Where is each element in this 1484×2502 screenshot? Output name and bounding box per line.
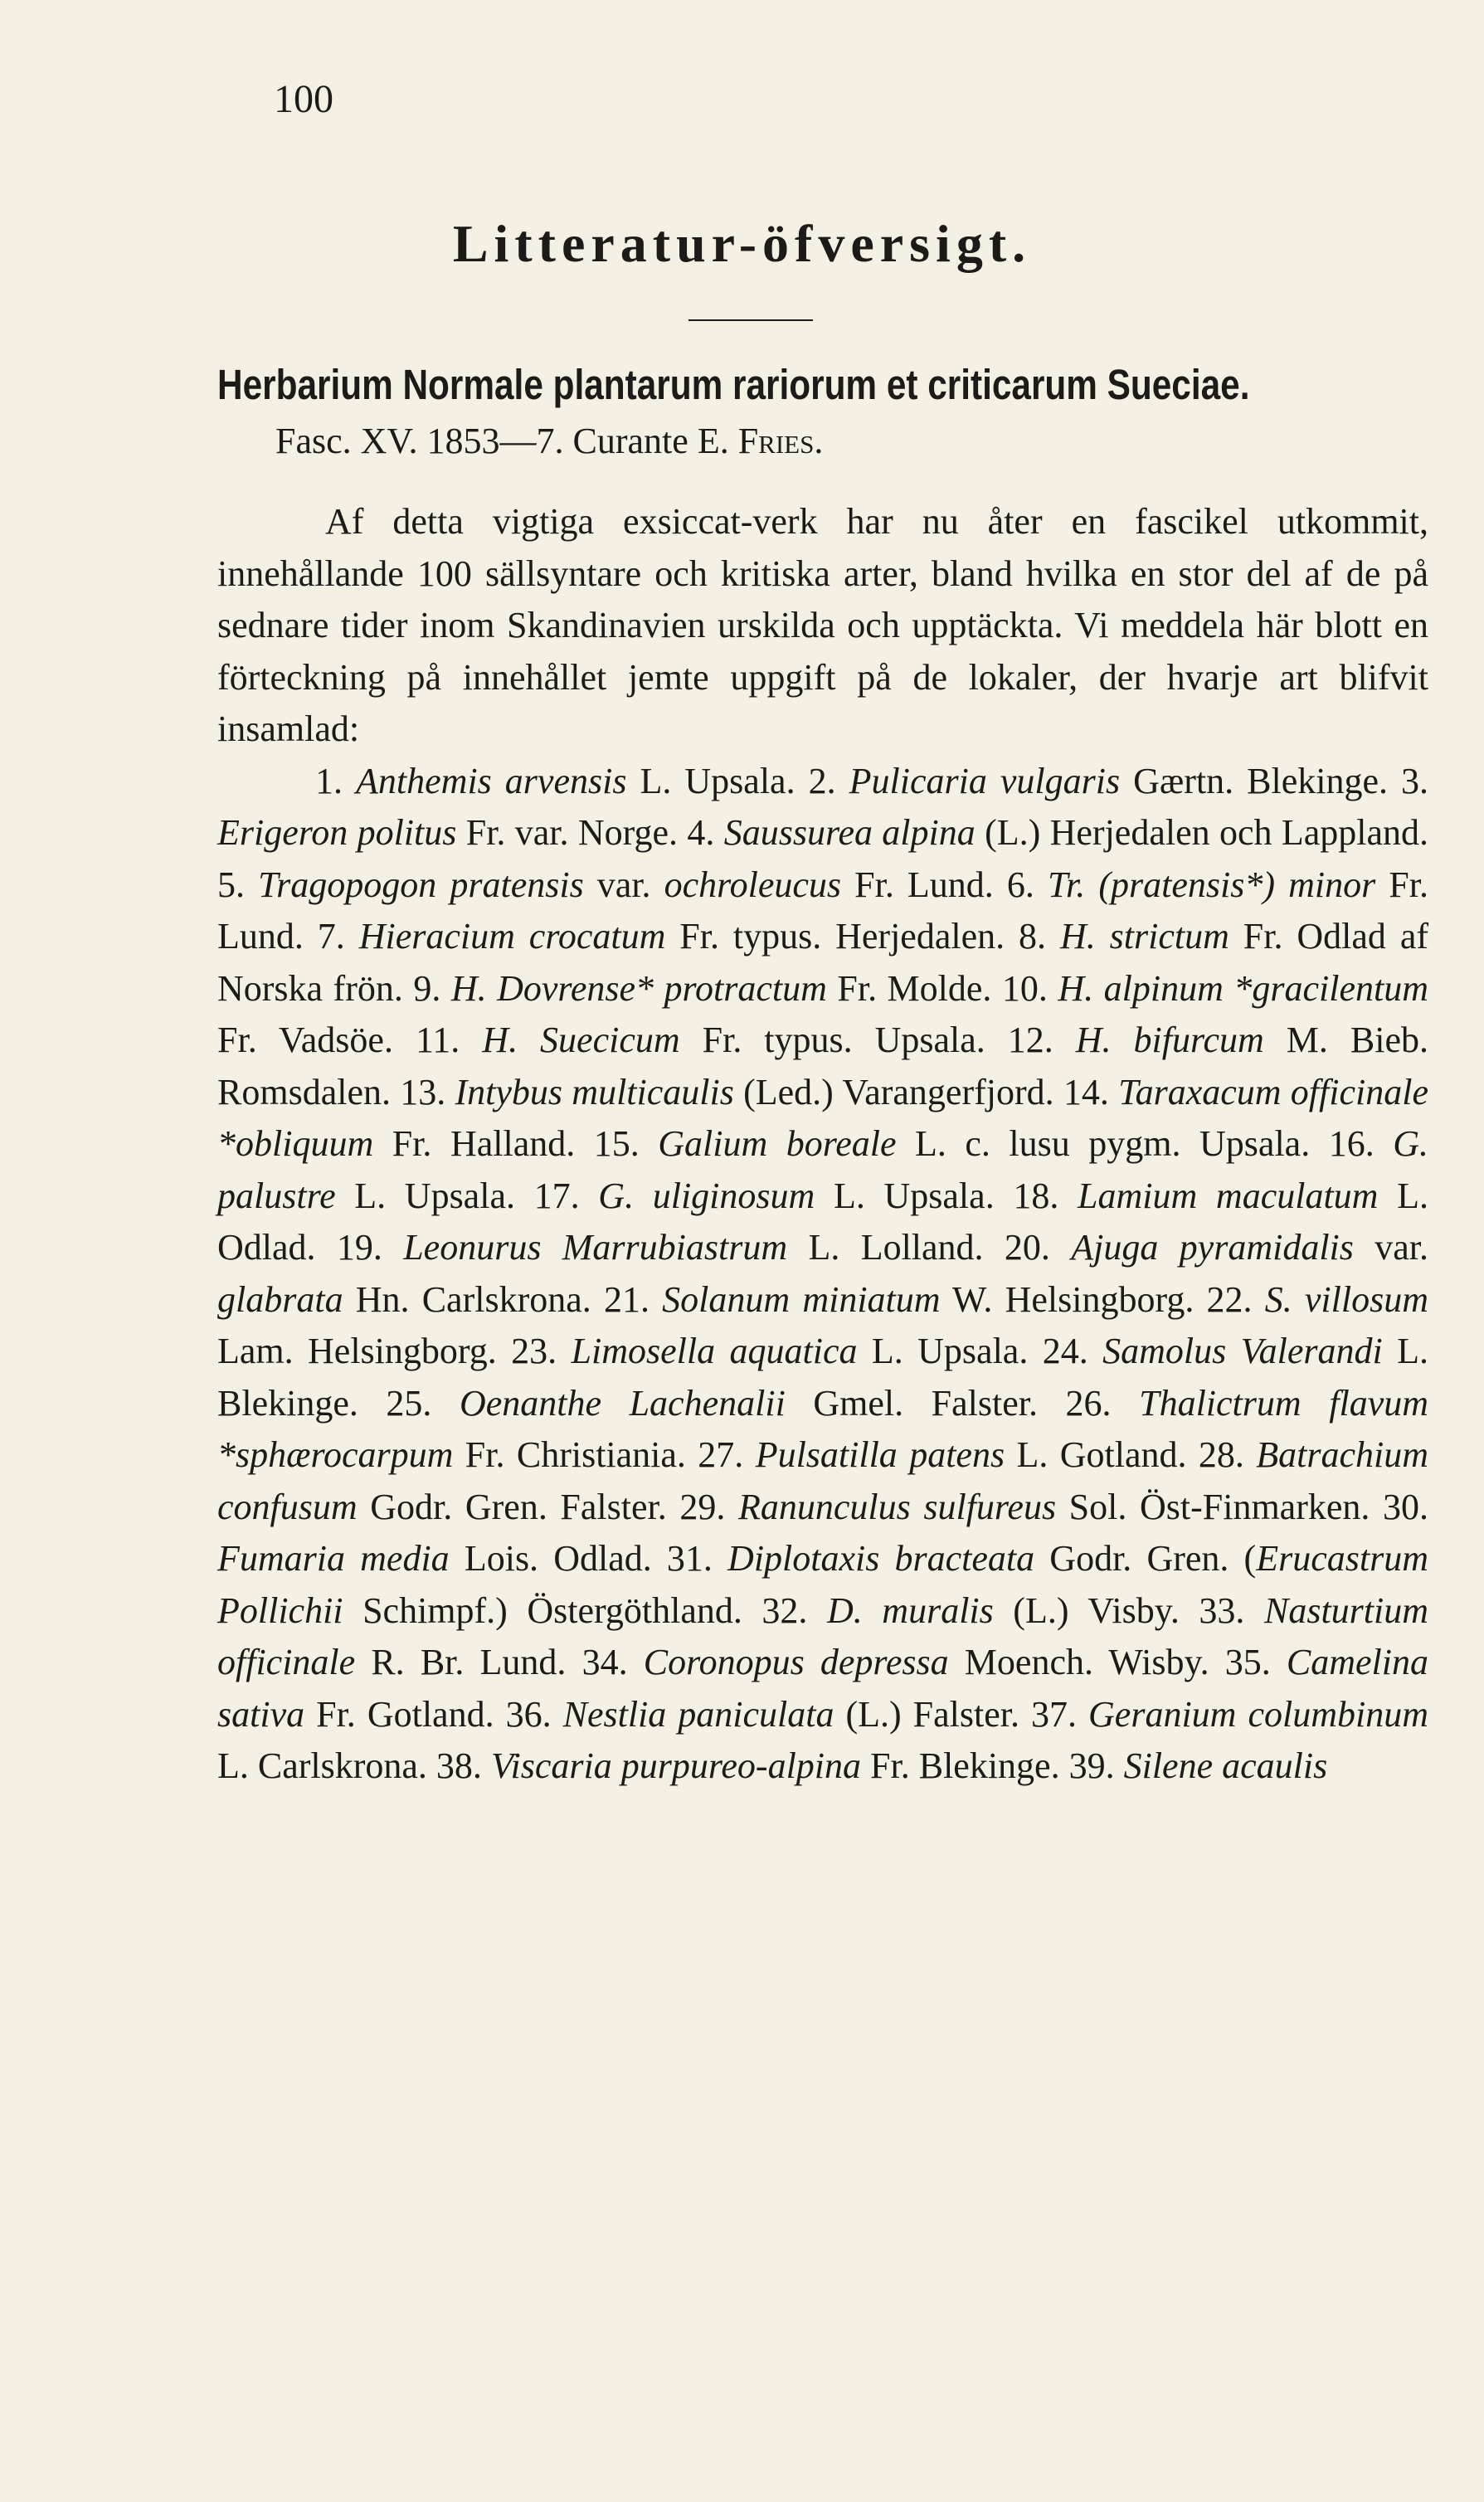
species-entry-text: Godr. Gren. Falster. 29.: [357, 1486, 738, 1527]
species-entry-text: var.: [1353, 1227, 1428, 1268]
species-entry-text: Fr. Blekinge. 39.: [861, 1745, 1124, 1786]
species-entry-text: W. Helsingborg. 22.: [940, 1278, 1265, 1320]
species-name: Galium boreale: [658, 1123, 897, 1164]
species-name: G. palustre: [217, 1123, 1428, 1216]
intro-paragraph: Af detta vigtiga exsiccat-verk har nu åter en fascikel utkommit, innehållande 100 sällsyntare och kritiska arter, bland hvilka en stor del af de på sednare tider inom Skandinavien urskilda och upptäckta. Vi meddela här blott en förteckning på innehållet jemte uppgift på de lokaler, der hvarje art blifvit insamlad:: [217, 501, 1428, 749]
curator-name: Fries.: [737, 421, 824, 461]
species-entry-text: Fr. var. Norge. 4.: [456, 812, 724, 853]
species-name: Oenanthe Lachenalii: [459, 1382, 786, 1424]
species-name: S. villosum: [1264, 1278, 1428, 1320]
species-entry-text: Fr. typus. Upsala. 12.: [679, 1020, 1076, 1060]
species-entry-text: L. Lolland. 20.: [787, 1227, 1072, 1268]
page-number: 100: [274, 77, 333, 121]
species-entry-text: (L.) Herjedalen och Lappland. 5.: [217, 812, 1428, 905]
species-name: Samolus Valerandi: [1102, 1331, 1383, 1371]
species-entry-text: L. Upsala. 17.: [335, 1175, 599, 1216]
species-name: Nasturtium officinale: [217, 1589, 1429, 1682]
species-entry-text: Schimpf.) Östergöthland. 32.: [343, 1589, 827, 1631]
work-fascicle-line: [275, 423, 823, 460]
species-name: Tr. (pratensis*) minor: [1047, 864, 1376, 905]
species-entry-text: Godr. Gren. (: [1034, 1538, 1257, 1579]
species-entry-text: Fr. Halland. 15.: [373, 1123, 659, 1164]
species-entry-text: Fr. Lund. 7.: [217, 864, 1428, 957]
species-entry-text: Fr. Molde. 10.: [826, 967, 1058, 1009]
species-entry-text: L. Upsala. 18.: [815, 1175, 1078, 1216]
species-entry-text: (L.) Falster. 37.: [834, 1693, 1089, 1735]
species-entry-text: L. Blekinge. 25.: [217, 1331, 1428, 1424]
species-entry-text: L. Odlad. 19.: [217, 1175, 1428, 1268]
species-name: Anthemis arvensis: [356, 760, 627, 801]
species-entry-text: Fr. Christiania. 27.: [453, 1434, 756, 1475]
species-name: Lamium maculatum: [1078, 1175, 1379, 1216]
species-name: Ajuga pyramidalis: [1071, 1227, 1354, 1268]
species-name: D. muralis: [826, 1589, 994, 1631]
species-entry-text: Sol. Öst-Finmarken. 30.: [1056, 1486, 1428, 1527]
species-entry-text: var.: [583, 864, 664, 905]
species-name: Solanum miniatum: [662, 1278, 941, 1320]
species-entry-text: L. Carlskrona. 38.: [217, 1745, 491, 1786]
species-name: Nestlia paniculata: [562, 1693, 834, 1735]
species-entry-text: Fr. typus. Herjedalen. 8.: [665, 916, 1060, 957]
species-name: Intybus multicaulis: [455, 1071, 734, 1112]
species-name: Pulicaria vulgaris: [849, 760, 1121, 801]
species-entry-text: Fr. Lund. 6.: [841, 864, 1048, 905]
species-entry-text: Fr. Odlad af Norska frön. 9.: [217, 916, 1428, 1009]
species-name: H. strictum: [1059, 916, 1229, 957]
species-entry-text: R. Br. Lund. 34.: [355, 1642, 644, 1682]
work-title: Herbarium Normale plantarum rariorum et criticarum Sueciae.: [217, 361, 1250, 408]
species-entry-text: Fr. Vadsöe. 11.: [217, 1020, 483, 1060]
species-name: H. alpinum *gracilentum: [1058, 967, 1428, 1009]
species-name: Viscaria purpureo-alpina: [490, 1745, 862, 1786]
species-name: ochroleucus: [664, 864, 842, 905]
species-list: [217, 756, 1428, 1793]
species-name: Thalictrum flavum *sphærocarpum: [217, 1382, 1428, 1475]
species-name: Ranunculus sulfureus: [737, 1486, 1057, 1527]
fascicle-info: Fasc. XV. 1853—7. Curante E.: [275, 421, 738, 461]
species-name: G. uliginosum: [598, 1175, 815, 1216]
species-name: H. Suecicum: [482, 1020, 680, 1060]
species-name: Erigeron politus: [217, 812, 457, 853]
species-name: Tragopogon pratensis: [258, 864, 584, 905]
species-entry-text: Lois. Odlad. 31.: [449, 1538, 728, 1579]
species-name: Camelina sativa: [217, 1642, 1428, 1735]
species-entry-text: Gærtn. Blekinge. 3.: [1120, 760, 1429, 801]
species-entry-text: Hn. Carlskrona. 21.: [343, 1278, 663, 1320]
species-entry-text: L. c. lusu pygm. Upsala. 16.: [896, 1123, 1394, 1164]
species-name: Erucastrum Pollichii: [217, 1538, 1428, 1631]
species-entry-text: Gmel. Falster. 26.: [785, 1382, 1140, 1424]
species-entry-text: 1.: [315, 760, 357, 801]
species-entry-text: Moench. Wisby. 35.: [948, 1642, 1287, 1682]
species-entry-text: (Led.) Varangerfjord. 14.: [733, 1071, 1119, 1112]
species-name: Geranium columbinum: [1088, 1693, 1428, 1735]
species-name: Taraxacum officinale *obliquum: [217, 1071, 1428, 1164]
species-name: Fumaria media: [217, 1538, 450, 1579]
species-entry-text: Fr. Gotland. 36.: [304, 1693, 563, 1735]
species-name: Diplotaxis bracteata: [727, 1538, 1035, 1579]
species-name: Limosella aquatica: [571, 1331, 858, 1371]
species-name: H. Dovrense* protractum: [450, 967, 827, 1009]
species-entry-text: L. Upsala. 2.: [626, 760, 849, 801]
species-name: Silene acaulis: [1123, 1745, 1328, 1786]
section-title: Litteratur-öfversigt.: [452, 214, 1032, 273]
species-name: H. bifurcum: [1075, 1020, 1264, 1060]
species-entry-text: (L.) Visby. 33.: [993, 1589, 1264, 1631]
species-entry-text: L. Upsala. 24.: [857, 1331, 1103, 1371]
species-name: Hieracium crocatum: [358, 916, 666, 957]
species-entry-text: Lam. Helsingborg. 23.: [217, 1331, 572, 1371]
species-entry-text: M. Bieb. Romsdalen. 13.: [217, 1020, 1428, 1112]
article-body: [217, 496, 1428, 1793]
species-name: Leonurus Marrubiastrum: [403, 1227, 788, 1268]
species-name: Saussurea alpina: [723, 812, 976, 853]
species-name: Coronopus depressa: [643, 1642, 949, 1682]
species-name: Pulsatilla patens: [755, 1434, 1005, 1475]
species-name: glabrata: [217, 1278, 343, 1320]
species-entry-text: L. Gotland. 28.: [1005, 1434, 1257, 1475]
species-name: Batrachium confusum: [217, 1434, 1428, 1527]
section-divider: [688, 319, 813, 321]
